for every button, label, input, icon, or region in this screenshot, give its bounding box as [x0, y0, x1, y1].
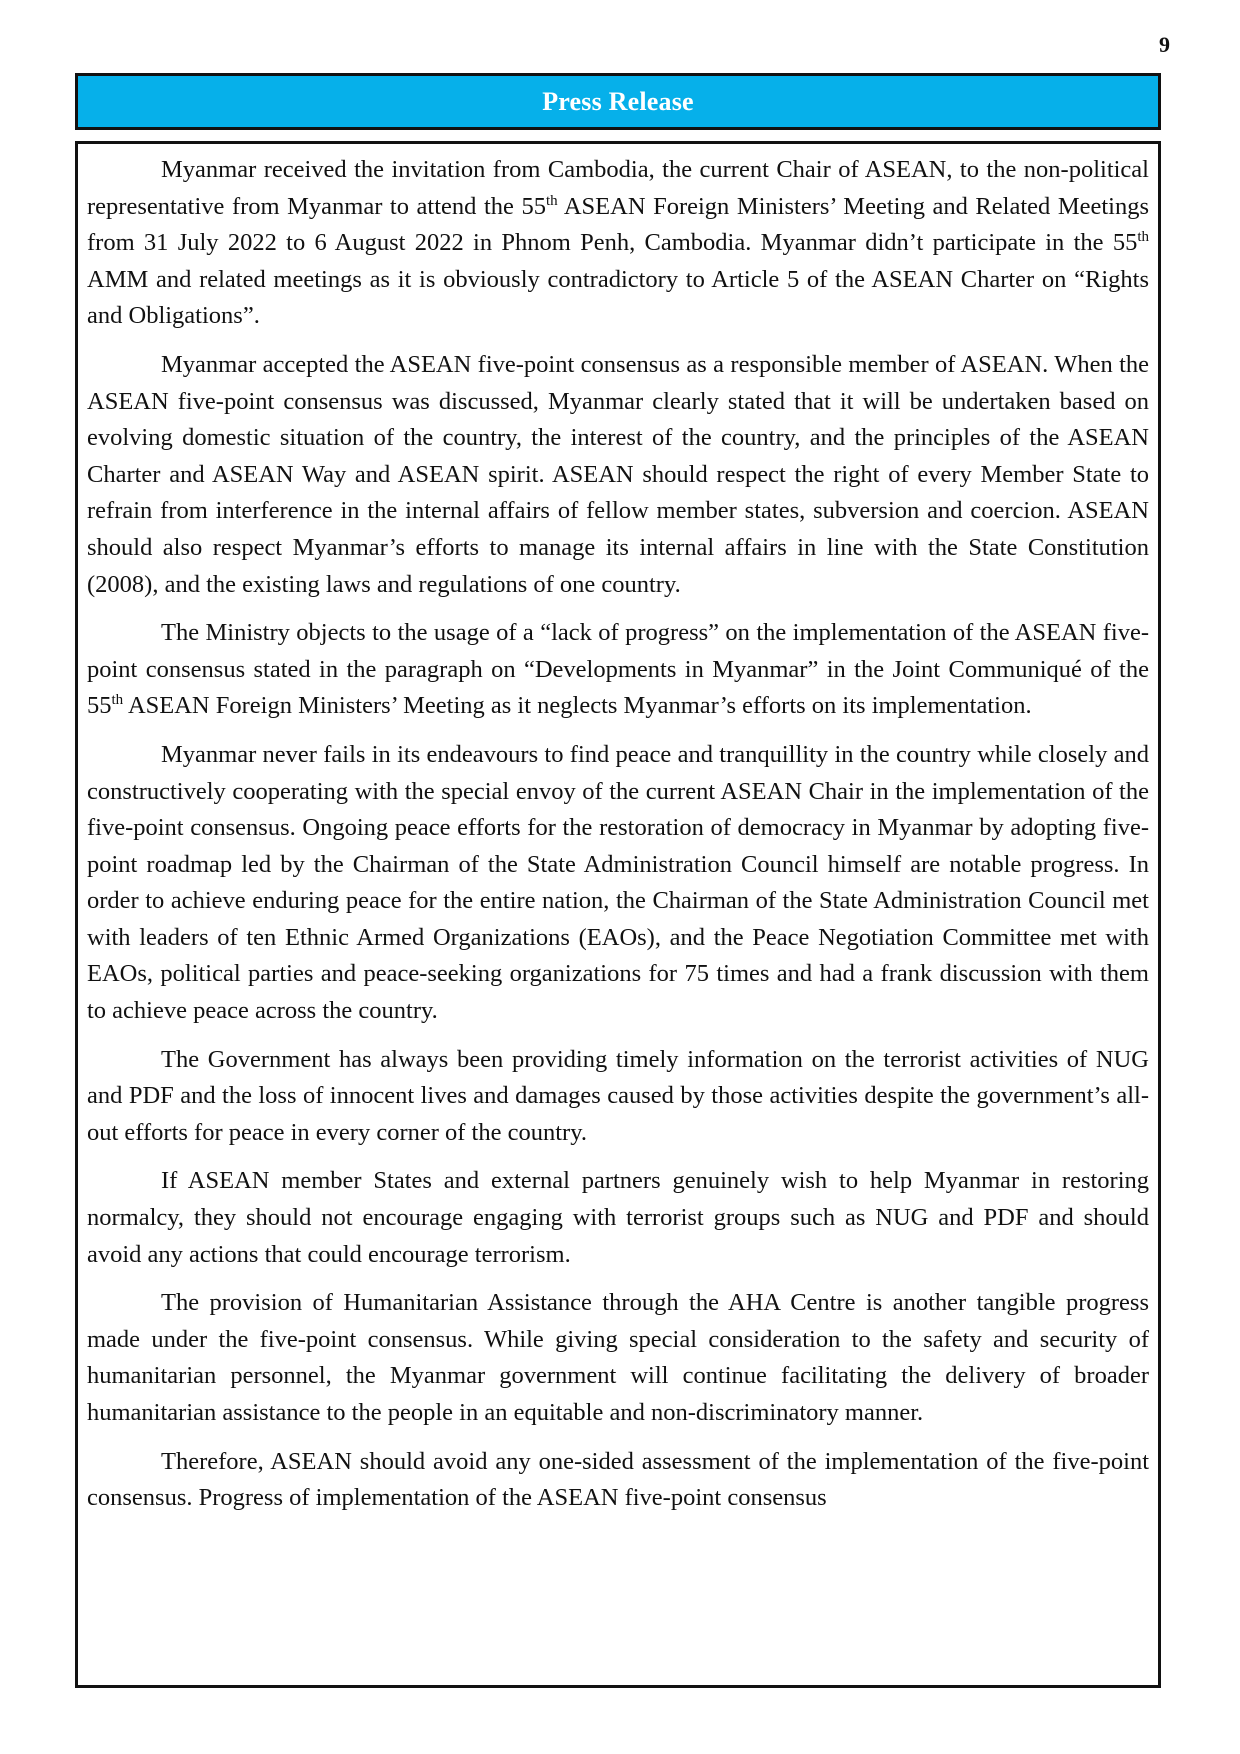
paragraph-text: Myanmar never fails in its endeavours to find peace and tranquillity in the country while closely and constructively cooperating with the special envoy of the current ASEAN Chair in the implementation of the five-point consensus. Ongoing peace efforts for the restoration of democracy in Myanmar by adopting five-point roadmap led by the Chairman of the State Administration Council himself are notable progress. In order to achieve enduring peace for the entire nation, the Chairman of the State Administration Council met with leaders of ten Ethnic Armed Organizations (EAOs), and the Peace Negotiation Committee met with EAOs, political parties and peace-seeking organizations for 75 times and had a frank discussion with them to achieve peace across the country.	[87, 740, 1149, 1025]
paragraph-text: The Ministry objects to the usage of a “lack of progress” on the implementation of the ASEAN five-point consensus stated in the paragraph on “Developments in Myanmar” in the Joint Communiqué of the 55	[87, 619, 1149, 720]
press-release-banner	[75, 73, 1161, 130]
paragraph	[87, 347, 1149, 603]
press-release-body	[75, 141, 1161, 1688]
ordinal-superscript: th	[111, 692, 124, 709]
paragraph	[87, 1285, 1149, 1431]
paragraph-text: ASEAN Foreign Ministers’ Meeting and Related Meetings from 31 July 2022 to 6 August 2022 in Phnom Penh, Cambodia. Myanmar didn’t participate in the 55	[87, 192, 1149, 257]
paragraph	[87, 1444, 1149, 1517]
ordinal-superscript: th	[545, 192, 558, 209]
paragraph	[87, 615, 1149, 725]
page-title: Press Release	[542, 86, 694, 116]
paragraph	[87, 152, 1149, 335]
paragraph	[87, 1042, 1149, 1152]
paragraph-text: The provision of Humanitarian Assistance through the AHA Centre is another tangible progress made under the five-point consensus. While giving special consideration to the safety and security of humanitarian personnel, the Myanmar government will continue facilitating the delivery of broader humanitarian assistance to the people in an equitable and non-discriminatory manner.	[87, 1289, 1149, 1426]
paragraph-text: Myanmar received the invitation from Cambodia, the current Chair of ASEAN, to the non-political representative from Myanmar to attend the 55	[87, 156, 1149, 220]
paragraph-text: AMM and related meetings as it is obviously contradictory to Article 5 of the ASEAN Charter on “Rights and Obligations”.	[87, 265, 1149, 330]
page-number: 9	[1159, 32, 1170, 57]
paragraph	[87, 1163, 1149, 1273]
paragraph-text: The Government has always been providing timely information on the terrorist activities of NUG and PDF and the loss of innocent lives and damages caused by those activities despite the government’s all-out efforts for peace in every corner of the country.	[87, 1045, 1149, 1146]
paragraph-text: Myanmar accepted the ASEAN five-point consensus as a responsible member of ASEAN. When the ASEAN five-point consensus was discussed, Myanmar clearly stated that it will be undertaken based on evolving domestic situation of the country, the interest of the country, and the principles of the ASEAN Charter and ASEAN Way and ASEAN spirit. ASEAN should respect the right of every Member State to refrain from interference in the internal affairs of fellow member states, subversion and coercion. ASEAN should also respect Myanmar’s efforts to manage its internal affairs in line with the State Constitution (2008), and the existing laws and regulations of one country.	[87, 350, 1149, 598]
paragraph	[87, 737, 1149, 1030]
paragraph-text: If ASEAN member States and external partners genuinely wish to help Myanmar in restoring normalcy, they should not encourage engaging with terrorist groups such as NUG and PDF and should avoid any actions that could encourage terrorism.	[87, 1167, 1149, 1268]
ordinal-superscript: th	[1137, 229, 1149, 246]
paragraph-text: ASEAN Foreign Ministers’ Meeting as it neglects Myanmar’s efforts on its implementation.	[123, 692, 1032, 720]
paragraph-text: Therefore, ASEAN should avoid any one-sided assessment of the implementation of the five-point consensus. Progress of implementation of the ASEAN five-point consensus	[87, 1447, 1149, 1512]
